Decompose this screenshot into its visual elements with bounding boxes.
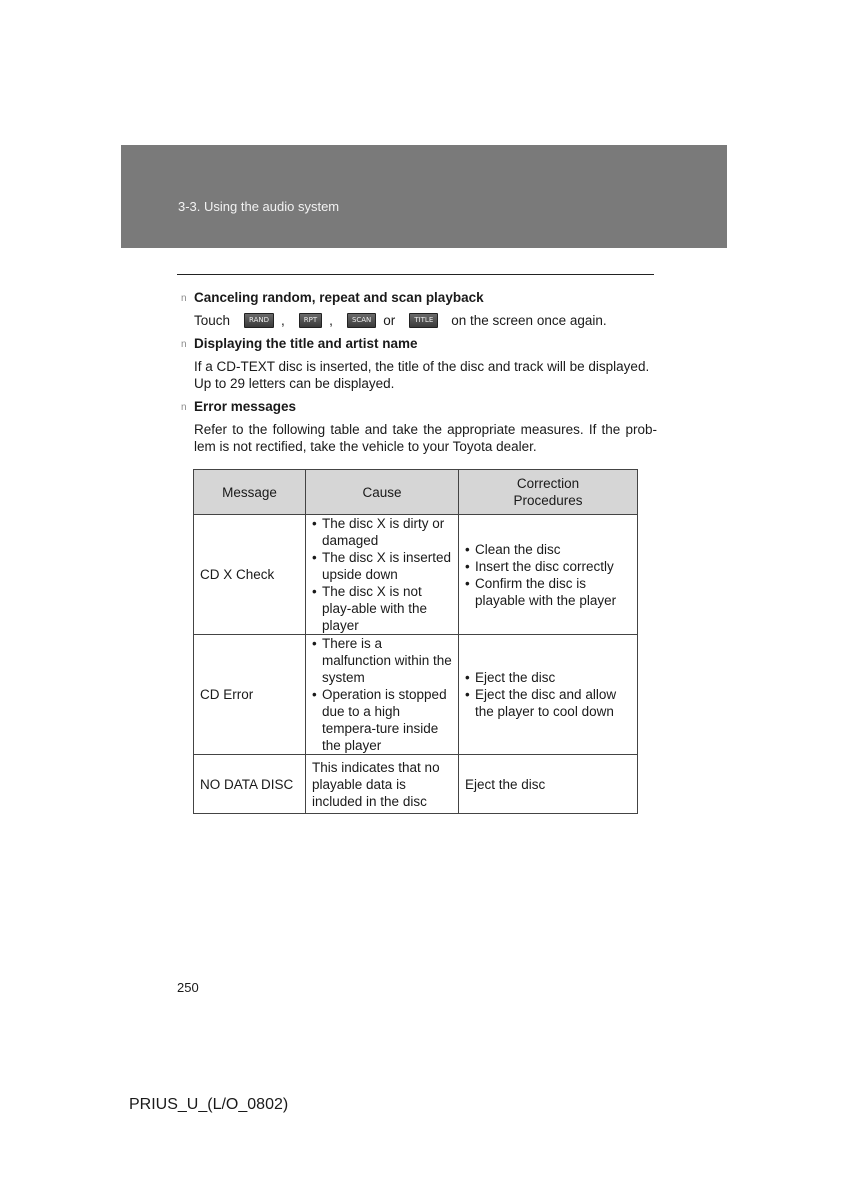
correction-item: • Insert the disc correctly [465,558,631,575]
table-row [194,755,638,814]
separator: , [281,313,285,328]
cause-cell [306,515,459,635]
bullet-marker: n [181,339,187,350]
message-cell: CD X Check [194,515,306,635]
touch-instruction: Touch RAND , RPT , SCAN or TITLE on the screen once again. [194,313,607,328]
message-cell: NO DATA DISC [194,755,306,814]
cause-item: • There is a malfunction within the system [312,635,452,686]
cause-cell [306,635,459,755]
cause-item: • The disc X is not play-able with the player [312,583,452,634]
section-heading-error-messages: n Error messages [177,398,657,416]
separator-or: or [383,313,396,328]
correction-cell: Eject the disc [459,755,638,814]
table-row [194,635,638,755]
title-artist-description: If a CD-TEXT disc is inserted, the title of the disc and track will be displayed. Up to 29 letters can be displayed. [194,359,650,391]
bullet-marker: n [181,293,187,304]
correction-item: • Eject the disc and allow the player to cool down [465,686,631,720]
cause-item: • The disc X is dirty or damaged [312,515,452,549]
correction-item: • Eject the disc [465,669,631,686]
separator: , [329,313,333,328]
correction-item: • Confirm the disc is playable with the player [465,575,631,609]
error-messages-table [193,469,638,814]
document-id: PRIUS_U_(L/O_0802) [129,1096,289,1113]
header-rule [177,274,654,275]
main-content [177,289,657,461]
header-message: Message [194,470,306,515]
correction-cell [459,515,638,635]
correction-item: • Clean the disc [465,541,631,558]
error-messages-description: Refer to the following table and take the appropriate measures. If the prob-lem is not rectified, take the vehicle to your Toyota dealer. [194,422,657,454]
chapter-header-band [121,145,727,248]
title-button-icon: TITLE [409,313,438,328]
cause-item: • The disc X is inserted upside down [312,549,452,583]
correction-cell [459,635,638,755]
bullet-marker: n [181,402,187,413]
section-heading-title-artist: n Displaying the title and artist name [177,335,657,353]
section-heading-canceling: n Canceling random, repeat and scan playback [177,289,657,307]
message-cell: CD Error [194,635,306,755]
cause-item: • Operation is stopped due to a high tempera-ture inside the player [312,686,452,754]
header-correction: Correction Procedures [459,470,638,515]
cause-cell: This indicates that no playable data is included in the disc [306,755,459,814]
section-label: 3-3. Using the audio system [178,199,340,214]
table-header-row [194,470,638,515]
scan-button-icon: SCAN [347,313,376,328]
rand-button-icon: RAND [244,313,274,328]
table-row [194,515,638,635]
header-cause: Cause [306,470,459,515]
page-number: 250 [177,980,199,995]
rpt-button-icon: RPT [299,313,322,328]
